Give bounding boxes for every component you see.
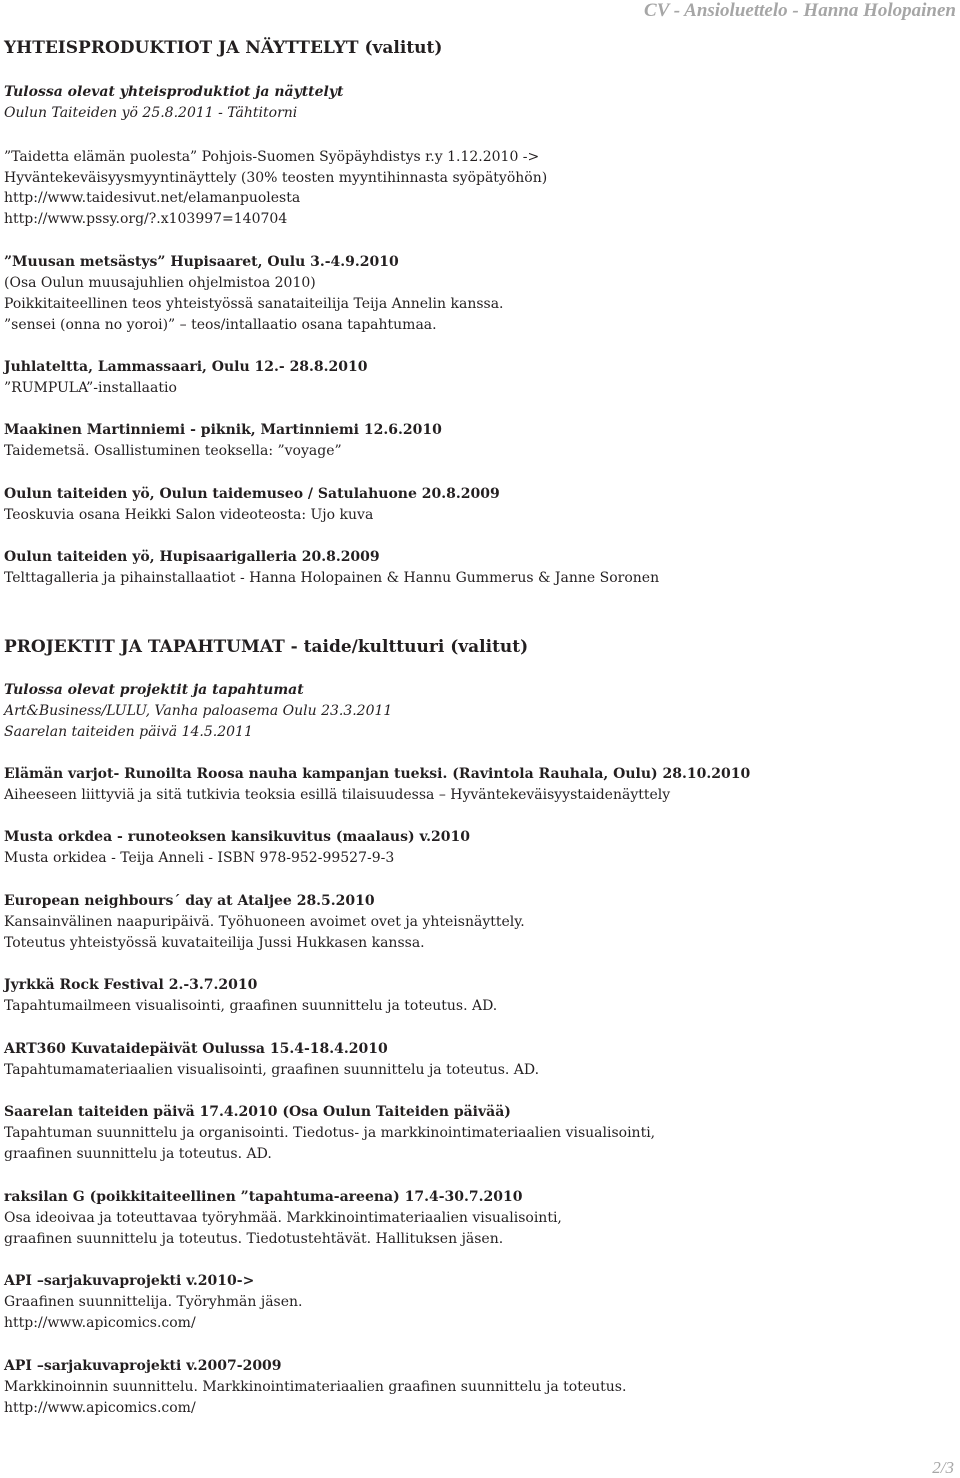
entry-text: Graafinen suunnittelija. Työryhmän jäsen.	[4, 1294, 303, 1310]
entry-text: graafinen suunnittelu ja toteutus. Tiedotustehtävät. Hallituksen jäsen.	[4, 1231, 504, 1247]
entry-title: Maakinen Martinniemi - piknik, Martinniemi 12.6.2010	[4, 422, 442, 438]
entry-title: raksilan G (poikkitaiteellinen ”tapahtuma-areena) 17.4-30.7.2010	[4, 1189, 523, 1205]
entry-text: Osa ideoivaa ja toteuttavaa työryhmää. Markkinointimateriaalien visualisointi,	[4, 1210, 562, 1226]
subsection-heading: Tulossa olevat yhteisproduktiot ja näyttelyt	[4, 84, 344, 100]
entry-title: European neighbours´ day at Ataljee 28.5.2010	[4, 893, 375, 909]
entry-text: Taidemetsä. Osallistuminen teoksella: ”voyage”	[4, 443, 342, 459]
entry-text: Telttagalleria ja pihainstallaatiot - Hanna Holopainen & Hannu Gummerus & Janne Soronen	[4, 570, 660, 586]
upcoming-item: Oulun Taiteiden yö 25.8.2011 - Tähtitorni	[4, 105, 298, 121]
upcoming-item: Art&Business/LULU, Vanha paloasema Oulu 23.3.2011	[4, 703, 393, 719]
entry-text: Tapahtumamateriaalien visualisointi, graafinen suunnittelu ja toteutus. AD.	[4, 1062, 540, 1078]
entry-text: (Osa Oulun muusajuhlien ohjelmistoa 2010)	[4, 275, 316, 291]
section-heading: YHTEISPRODUKTIOT JA NÄYTTELYT (valitut)	[4, 38, 443, 58]
entry-text: ”RUMPULA”-installaatio	[4, 380, 177, 396]
section-heading: PROJEKTIT JA TAPAHTUMAT - taide/kulttuuri (valitut)	[4, 637, 529, 657]
entry-text: Teoskuvia osana Heikki Salon videoteosta: Ujo kuva	[4, 507, 374, 523]
entry-text: Markkinoinnin suunnittelu. Markkinointimateriaalien graafinen suunnittelu ja toteutus.	[4, 1379, 627, 1395]
entry-text: graafinen suunnittelu ja toteutus. AD.	[4, 1146, 272, 1162]
entry-title: Oulun taiteiden yö, Oulun taidemuseo / Satulahuone 20.8.2009	[4, 486, 500, 502]
entry-title: Saarelan taiteiden päivä 17.4.2010 (Osa Oulun Taiteiden päivää)	[4, 1104, 511, 1120]
entry-title: Elämän varjot- Runoilta Roosa nauha kampanjan tueksi. (Ravintola Rauhala, Oulu) 28.10.2010	[4, 766, 751, 782]
entry-text: Poikkitaiteellinen teos yhteistyössä sanataiteilija Teija Annelin kanssa.	[4, 296, 504, 312]
entry-text: Hyväntekeväisyysmyyntinäyttely (30% teosten myyntihinnasta syöpätyöhön)	[4, 170, 548, 186]
url-link[interactable]: http://www.apicomics.com/	[4, 1315, 196, 1331]
entry-text: Toteutus yhteistyössä kuvataiteilija Jussi Hukkasen kanssa.	[4, 935, 425, 951]
entry-title: Oulun taiteiden yö, Hupisaarigalleria 20.8.2009	[4, 549, 380, 565]
entry-text: Musta orkidea - Teija Anneli - ISBN 978-952-99527-9-3	[4, 850, 395, 866]
entry-title: API –sarjakuvaprojekti v.2007-2009	[4, 1358, 282, 1374]
url-link[interactable]: http://www.pssy.org/?.x103997=140704	[4, 211, 288, 227]
entry-title: Jyrkkä Rock Festival 2.-3.7.2010	[4, 977, 258, 993]
entry-title: ”Muusan metsästys” Hupisaaret, Oulu 3.-4.9.2010	[4, 254, 399, 270]
entry-text: Tapahtumailmeen visualisointi, graafinen suunnittelu ja toteutus. AD.	[4, 998, 498, 1014]
upcoming-item: Saarelan taiteiden päivä 14.5.2011	[4, 724, 253, 740]
page-number: 2/3	[932, 1458, 954, 1477]
entry-title: ART360 Kuvataidepäivät Oulussa 15.4-18.4.2010	[4, 1041, 388, 1057]
entry-text: Aiheeseen liittyviä ja sitä tutkivia teoksia esillä tilaisuudessa – Hyväntekeväisyystaidenäyttely	[4, 787, 671, 803]
entry-text: ”Taidetta elämän puolesta” Pohjois-Suomen Syöpäyhdistys r.y 1.12.2010 ->	[4, 149, 540, 165]
entry-title: API –sarjakuvaprojekti v.2010->	[4, 1273, 255, 1289]
url-link[interactable]: http://www.apicomics.com/	[4, 1400, 196, 1416]
subsection-heading: Tulossa olevat projektit ja tapahtumat	[4, 682, 304, 698]
document-header: CV - Ansioluettelo - Hanna Holopainen	[644, 0, 956, 21]
url-link[interactable]: http://www.taidesivut.net/elamanpuolesta	[4, 190, 301, 206]
entry-title: Musta orkdea - runoteoksen kansikuvitus (maalaus) v.2010	[4, 829, 471, 845]
entry-text: Tapahtuman suunnittelu ja organisointi. Tiedotus- ja markkinointimateriaalien visualisointi,	[4, 1125, 656, 1141]
entry-text: Kansainvälinen naapuripäivä. Työhuoneen avoimet ovet ja yhteisnäyttely.	[4, 914, 525, 930]
entry-title: Juhlateltta, Lammassaari, Oulu 12.- 28.8.2010	[4, 359, 368, 375]
entry-text: ”sensei (onna no yoroi)” – teos/intallaatio osana tapahtumaa.	[4, 317, 437, 333]
